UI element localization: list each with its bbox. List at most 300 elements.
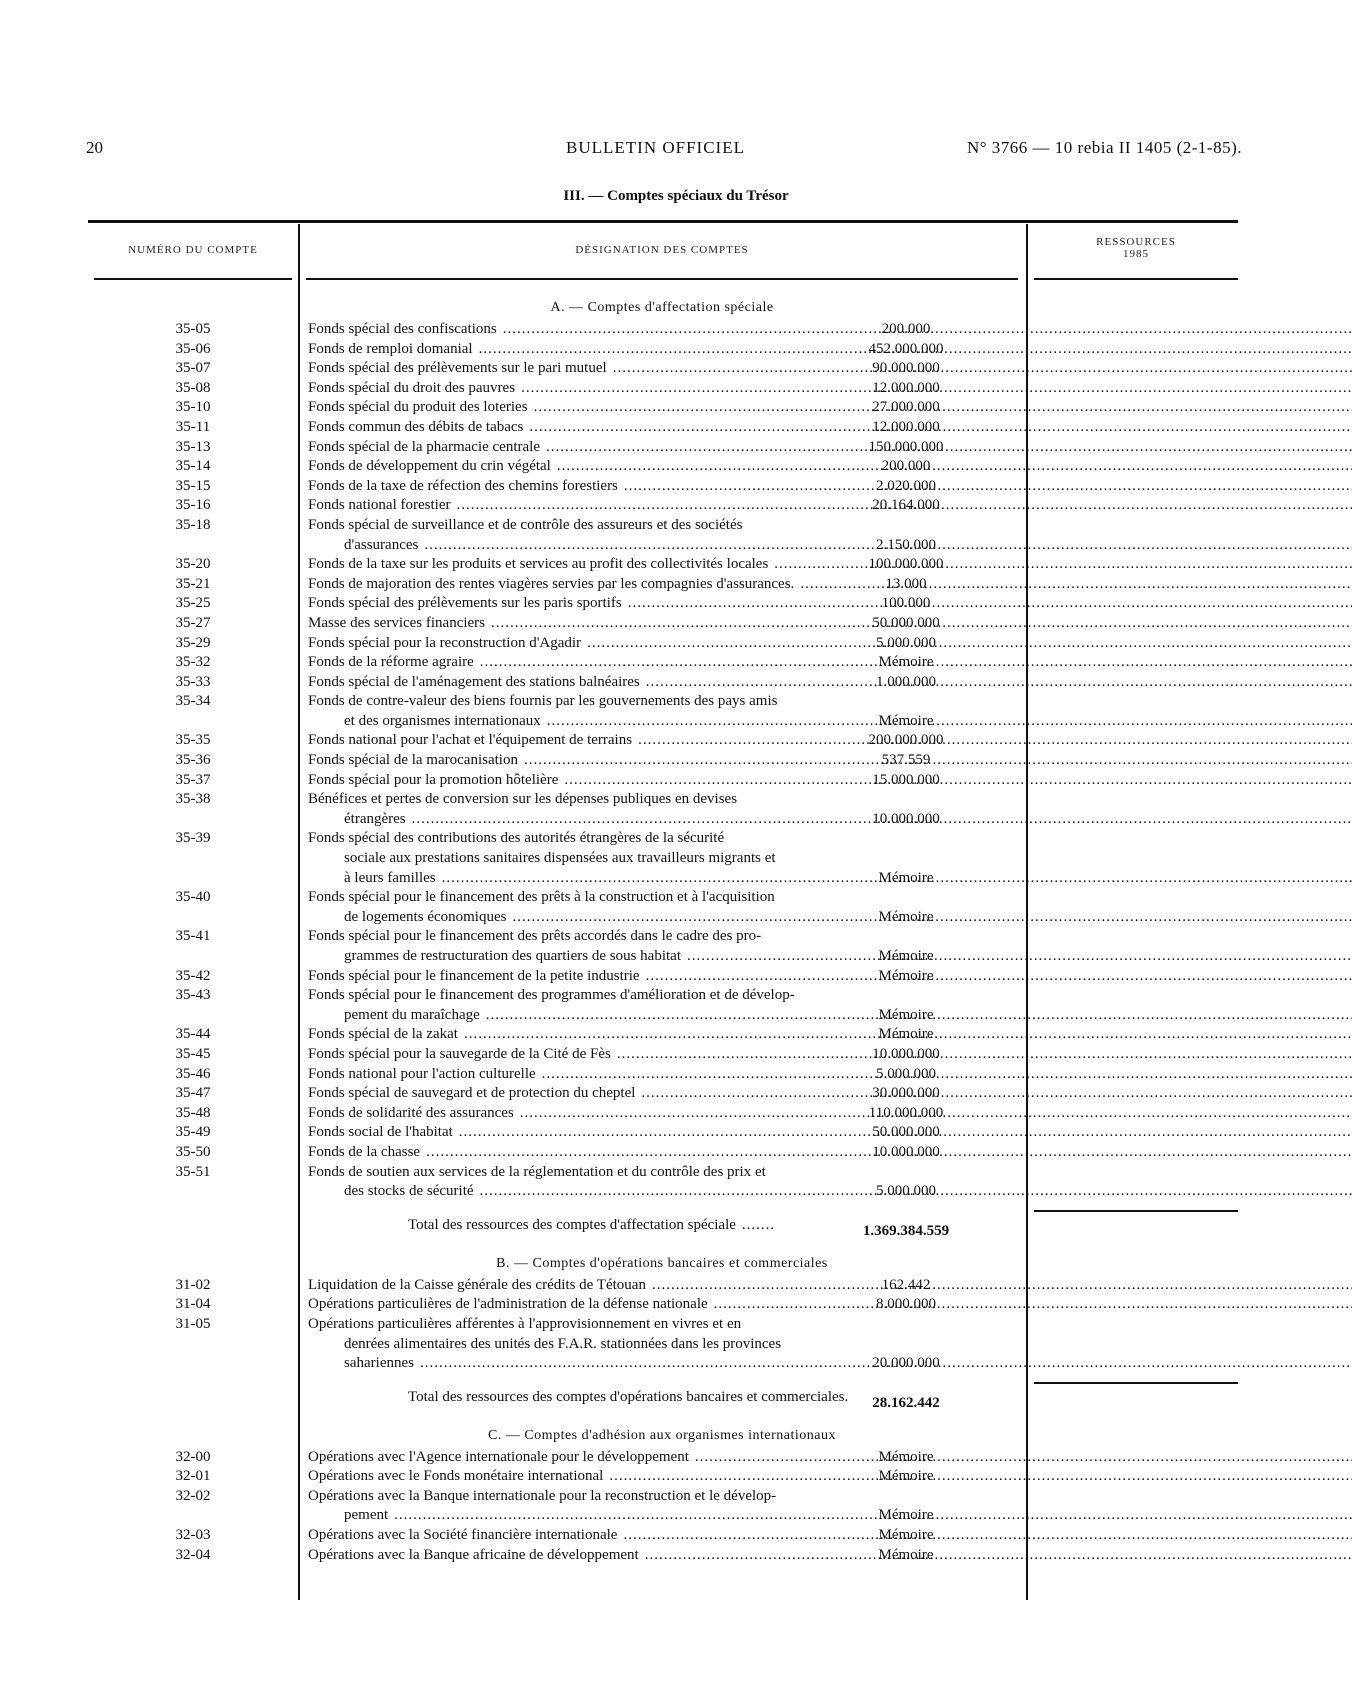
account-designation xyxy=(68,496,776,516)
total-row xyxy=(88,1388,1238,1414)
table-row xyxy=(88,398,1238,418)
account-designation xyxy=(68,1143,776,1163)
resource-amount: 5.000.000 xyxy=(876,1183,936,1200)
table-row xyxy=(88,477,1238,497)
account-designation xyxy=(68,927,776,966)
account-designation xyxy=(68,967,776,987)
section-subheading: A. — Comptes d'affectation spéciale xyxy=(550,300,774,315)
account-designation xyxy=(68,888,776,927)
table-row xyxy=(88,1084,1238,1104)
table-row xyxy=(88,829,1238,888)
designation-line xyxy=(308,1123,776,1143)
total-label: Total des ressources des comptes d'affectation spéciale xyxy=(408,1216,736,1233)
table-body xyxy=(88,296,1238,1565)
designation-line xyxy=(308,1143,776,1163)
section-title: III. — Comptes spéciaux du Trésor xyxy=(563,188,789,204)
designation-line xyxy=(308,1065,776,1085)
table-row xyxy=(88,320,1238,340)
table-row xyxy=(88,496,1238,516)
account-number: 31-04 xyxy=(175,1296,211,1313)
resource-amount: 90.000.000 xyxy=(872,360,940,377)
designation-text: d'assurances xyxy=(344,536,419,553)
account-number: 35-33 xyxy=(175,673,211,690)
designation-text: Opérations avec le Fonds monétaire international xyxy=(308,1468,604,1485)
resource-amount: Mémoire xyxy=(878,1468,934,1485)
section-subheading: B. — Comptes d'opérations bancaires et commerciales xyxy=(496,1255,828,1271)
table-row xyxy=(88,653,1238,673)
account-number: 32-01 xyxy=(175,1468,211,1485)
designation-text: Fonds de majoration des rentes viagères servies par les compagnies d'assurances. xyxy=(308,575,795,592)
column-header-designation: DÉSIGNATION DES COMPTES xyxy=(575,244,749,256)
account-number: 35-14 xyxy=(175,458,211,475)
column-header-number: NUMÉRO DU COMPTE xyxy=(128,244,258,256)
designation-text: pement xyxy=(344,1507,389,1524)
account-number: 35-39 xyxy=(175,830,211,847)
resource-amount: 30.000.000 xyxy=(872,1085,940,1102)
designation-text: Fonds spécial pour la sauvegarde de la Cité de Fès xyxy=(308,1045,611,1062)
account-number: 35-08 xyxy=(175,379,211,396)
journal-title: BULLETIN OFFICIEL xyxy=(566,138,745,157)
table-row xyxy=(88,771,1238,791)
designation-text: Fonds spécial des prélèvements sur le pari mutuel xyxy=(308,360,607,377)
account-number: 35-27 xyxy=(175,614,211,631)
designation-text: Opérations avec l'Agence internationale pour le développement xyxy=(308,1448,689,1465)
resource-amount: 15.000.000 xyxy=(872,771,940,788)
account-number: 35-51 xyxy=(175,1163,211,1180)
table-row xyxy=(88,1025,1238,1045)
table-row xyxy=(88,1295,1238,1315)
resource-amount: Mémoire xyxy=(878,1026,934,1043)
account-number: 35-18 xyxy=(175,516,211,533)
resource-amount: 27.000.000 xyxy=(872,399,940,416)
designation-text: Fonds de la taxe de réfection des chemins forestiers xyxy=(308,477,618,494)
designation-text: Opérations avec la Banque internationale pour la reconstruction et le dévelop- xyxy=(308,1487,777,1504)
account-number: 35-20 xyxy=(175,556,211,573)
designation-text: Fonds spécial de surveillance et de contrôle des assureurs et des sociétés xyxy=(308,516,743,533)
table-row xyxy=(88,516,1238,555)
designation-line xyxy=(308,438,776,458)
resource-amount: 452.000.000 xyxy=(868,340,944,357)
designation-line xyxy=(308,829,776,849)
designation-text: Bénéfices et pertes de conversion sur les dépenses publiques en devises xyxy=(308,791,738,808)
resource-amount: 100.000.000 xyxy=(868,556,944,573)
resource-amount: 13.000 xyxy=(885,575,927,592)
dot-leader xyxy=(695,1449,1352,1465)
account-number: 35-40 xyxy=(175,889,211,906)
resource-amount: 10.000.000 xyxy=(872,1045,940,1062)
account-designation xyxy=(68,340,776,360)
designation-line xyxy=(308,1182,776,1202)
account-number: 32-04 xyxy=(175,1546,211,1563)
designation-line xyxy=(308,731,776,751)
designation-line xyxy=(308,1354,776,1374)
account-designation xyxy=(68,1315,782,1374)
designation-line xyxy=(308,712,776,732)
designation-text: des stocks de sécurité xyxy=(344,1183,474,1200)
account-designation xyxy=(68,438,776,458)
account-designation xyxy=(68,1025,776,1045)
designation-line xyxy=(308,340,776,360)
designation-text: Fonds spécial pour le financement de la petite industrie xyxy=(308,967,640,984)
designation-text: Fonds national pour l'action culturelle xyxy=(308,1065,536,1082)
page-header xyxy=(86,138,1242,162)
account-number: 35-32 xyxy=(175,654,211,671)
designation-text: Opérations avec la Société financière internationale xyxy=(308,1527,618,1544)
designation-line xyxy=(308,320,776,340)
account-designation xyxy=(68,320,776,340)
resource-amount: Mémoire xyxy=(878,967,934,984)
account-number: 35-35 xyxy=(175,732,211,749)
designation-text: sociale aux prestations sanitaires dispensées aux travailleurs migrants et xyxy=(344,850,776,867)
account-number: 35-06 xyxy=(175,340,211,357)
designation-line xyxy=(308,398,776,418)
designation-text: étrangères xyxy=(344,810,406,827)
designation-line xyxy=(308,1315,776,1335)
designation-text: Fonds de la taxe sur les produits et services au profit des collectivités locales xyxy=(308,556,769,573)
header-rule xyxy=(94,278,292,280)
designation-line xyxy=(308,1506,776,1526)
designation-text: Fonds spécial pour le financement des programmes d'amélioration et de dévelop- xyxy=(308,987,795,1004)
total-rule xyxy=(1034,1382,1238,1384)
designation-line xyxy=(308,457,776,477)
account-designation xyxy=(68,634,776,654)
designation-line xyxy=(308,379,776,399)
account-number: 35-34 xyxy=(175,693,211,710)
account-number: 35-38 xyxy=(175,791,211,808)
table-row xyxy=(88,359,1238,379)
designation-line xyxy=(308,673,776,693)
designation-text: Fonds spécial de la pharmacie centrale xyxy=(308,438,540,455)
resource-amount: 150.000.000 xyxy=(868,438,944,455)
account-number: 31-02 xyxy=(175,1276,211,1293)
resource-amount: 200.000 xyxy=(881,458,931,475)
table-row xyxy=(88,692,1238,731)
total-label: Total des ressources des comptes d'opérations bancaires et commerciales. xyxy=(408,1388,849,1405)
account-designation xyxy=(68,829,776,888)
table-row xyxy=(88,555,1238,575)
resource-amount: 50.000.000 xyxy=(872,1124,940,1141)
designation-line xyxy=(308,947,776,967)
account-designation xyxy=(68,555,776,575)
designation-line xyxy=(308,927,776,947)
designation-line xyxy=(308,908,776,928)
designation-line xyxy=(308,1006,776,1026)
designation-line xyxy=(308,751,776,771)
designation-line xyxy=(308,1487,776,1507)
designation-text: Fonds national pour l'achat et l'équipement de terrains xyxy=(308,732,633,749)
account-designation xyxy=(68,1546,776,1566)
designation-text: Fonds spécial pour le financement des prêts à la construction et à l'acquisition xyxy=(308,889,775,906)
header-rule xyxy=(1034,278,1238,280)
account-number: 35-05 xyxy=(175,321,211,337)
table-row xyxy=(88,438,1238,458)
resource-amount: Mémoire xyxy=(878,1448,934,1465)
designation-text: Fonds spécial de la zakat xyxy=(308,1026,458,1043)
designation-line xyxy=(308,1448,776,1468)
designation-text: Fonds spécial des contributions des autorités étrangères de la sécurité xyxy=(308,830,725,847)
account-number: 31-05 xyxy=(175,1315,211,1332)
account-designation xyxy=(68,771,776,791)
resource-amount: Mémoire xyxy=(878,1546,934,1563)
account-number: 32-02 xyxy=(175,1487,211,1504)
table-row xyxy=(88,1448,1238,1468)
account-designation xyxy=(68,359,776,379)
designation-text: Liquidation de la Caisse générale des crédits de Tétouan xyxy=(308,1276,646,1293)
designation-line xyxy=(308,614,776,634)
dot-leader xyxy=(742,1216,776,1236)
account-designation xyxy=(68,477,776,497)
account-number: 35-47 xyxy=(175,1085,211,1102)
designation-line xyxy=(308,653,776,673)
resource-amount: 1.000.000 xyxy=(876,673,936,690)
designation-text: Fonds spécial du droit des pauvres xyxy=(308,379,516,396)
resource-amount: 8.000.000 xyxy=(876,1296,936,1313)
designation-text: Fonds social de l'habitat xyxy=(308,1124,453,1141)
table-row xyxy=(88,634,1238,654)
account-number: 35-07 xyxy=(175,360,211,377)
table-row xyxy=(88,1526,1238,1546)
resource-amount: 162.442 xyxy=(881,1276,931,1293)
resource-amount: Mémoire xyxy=(878,1006,934,1023)
resource-amount: Mémoire xyxy=(878,712,934,729)
designation-line xyxy=(308,1546,776,1566)
designation-line xyxy=(308,1104,776,1124)
table-row xyxy=(88,418,1238,438)
resource-amount: 100.000 xyxy=(881,595,931,612)
resource-amount: 537.559 xyxy=(881,752,931,769)
account-designation xyxy=(68,418,776,438)
account-designation xyxy=(68,1276,776,1296)
table-row xyxy=(88,379,1238,399)
designation-line xyxy=(308,849,776,869)
table-row xyxy=(88,1276,1238,1296)
account-number: 35-29 xyxy=(175,634,211,651)
account-number: 35-46 xyxy=(175,1065,211,1082)
dot-leader xyxy=(687,948,1352,964)
account-designation xyxy=(68,1487,776,1526)
column-header-resources-label: RESSOURCES xyxy=(1096,236,1176,248)
total-rule xyxy=(1034,1210,1238,1212)
resource-amount: 200.000 xyxy=(881,321,931,337)
account-designation xyxy=(68,751,776,771)
account-designation xyxy=(68,594,776,614)
total-designation xyxy=(68,1388,849,1414)
designation-line xyxy=(308,536,776,556)
designation-line xyxy=(308,1276,776,1296)
table-row xyxy=(88,614,1238,634)
resource-amount: 12.000.000 xyxy=(872,379,940,396)
designation-line xyxy=(308,418,776,438)
total-amount: 1.369.384.559 xyxy=(862,1223,950,1240)
account-number: 35-50 xyxy=(175,1143,211,1160)
table-row xyxy=(88,1546,1238,1566)
designation-text: Masse des services financiers xyxy=(308,614,486,631)
table-row xyxy=(88,986,1238,1025)
account-designation xyxy=(68,379,776,399)
account-designation xyxy=(68,1448,776,1468)
account-number: 35-49 xyxy=(175,1124,211,1141)
designation-text: Fonds de solidarité des assurances xyxy=(308,1104,514,1121)
account-designation xyxy=(68,457,776,477)
account-number: 35-44 xyxy=(175,1026,211,1043)
table-row xyxy=(88,927,1238,966)
designation-line xyxy=(308,555,776,575)
spacer xyxy=(88,1414,1238,1424)
table-row xyxy=(88,1467,1238,1487)
designation-line xyxy=(308,496,776,516)
designation-text: Fonds spécial du produit des loteries xyxy=(308,399,528,416)
designation-line xyxy=(308,692,776,712)
designation-text: sahariennes xyxy=(344,1355,414,1372)
resource-amount: 10.000.000 xyxy=(872,810,940,827)
account-designation xyxy=(68,986,795,1025)
section-subheading: C. — Comptes d'adhésion aux organismes internationaux xyxy=(488,1427,836,1443)
table-row xyxy=(88,888,1238,927)
designation-text: denrées alimentaires des unités des F.A.R. stationnées dans les provinces xyxy=(344,1335,782,1352)
account-designation xyxy=(68,1065,776,1085)
account-designation xyxy=(68,653,776,673)
table-row xyxy=(88,1163,1238,1202)
resource-amount: 2.020.000 xyxy=(876,477,936,494)
account-number: 35-41 xyxy=(175,928,211,945)
account-designation xyxy=(68,1526,776,1546)
table-row xyxy=(88,790,1238,829)
table-row xyxy=(88,1487,1238,1526)
designation-text: Fonds de la chasse xyxy=(308,1143,421,1160)
resource-amount: Mémoire xyxy=(878,654,934,671)
designation-line xyxy=(308,1335,782,1355)
designation-text: Fonds commun des débits de tabacs xyxy=(308,418,524,435)
table-row xyxy=(88,457,1238,477)
account-designation xyxy=(68,1045,776,1065)
designation-text: Fonds spécial des confiscations xyxy=(308,321,497,337)
designation-line xyxy=(308,888,776,908)
table-row xyxy=(88,673,1238,693)
designation-line xyxy=(308,790,776,810)
resource-amount: 20.164.000 xyxy=(872,497,940,514)
account-number: 35-43 xyxy=(175,987,211,1004)
resource-amount: 2.150.000 xyxy=(876,536,936,553)
resource-amount: 50.000.000 xyxy=(872,614,940,631)
account-designation xyxy=(68,614,776,634)
designation-text: Fonds de la réforme agraire xyxy=(308,654,474,671)
header-rule xyxy=(306,278,1018,280)
designation-line xyxy=(308,967,776,987)
account-number: 35-11 xyxy=(175,418,211,435)
designation-text: grammes de restructuration des quartiers de sous habitat xyxy=(344,948,681,964)
designation-line xyxy=(308,1467,776,1487)
spacer xyxy=(88,1242,1238,1252)
resource-amount: 12.000.000 xyxy=(872,418,940,435)
designation-text: Fonds spécial pour la reconstruction d'Agadir xyxy=(308,634,582,651)
designation-text: Fonds spécial pour la promotion hôtelière xyxy=(308,771,559,788)
account-number: 35-36 xyxy=(175,752,211,769)
account-number: 35-42 xyxy=(175,967,211,984)
issue-reference: N° 3766 — 10 rebia II 1405 (2-1-85). xyxy=(966,138,1242,157)
designation-line xyxy=(308,1526,776,1546)
account-number: 35-21 xyxy=(175,575,211,592)
resource-amount: Mémoire xyxy=(878,869,934,886)
designation-text: et des organismes internationaux xyxy=(344,712,541,729)
accounts-table xyxy=(88,220,1238,1600)
account-designation xyxy=(68,1467,776,1487)
designation-text: Fonds spécial de la marocanisation xyxy=(308,752,518,769)
account-designation xyxy=(68,790,776,829)
account-number: 35-16 xyxy=(175,497,211,514)
designation-line xyxy=(308,1084,776,1104)
table-row xyxy=(88,967,1238,987)
designation-line xyxy=(308,1045,776,1065)
column-header-resources xyxy=(1034,236,1238,260)
account-designation xyxy=(68,398,776,418)
resource-amount: Mémoire xyxy=(878,948,934,964)
designation-text: Fonds spécial pour le financement des prêts accordés dans le cadre des pro- xyxy=(308,928,762,945)
resource-amount: 5.000.000 xyxy=(876,634,936,651)
account-designation xyxy=(68,575,795,595)
table-row xyxy=(88,594,1238,614)
resource-amount: Mémoire xyxy=(878,908,934,925)
account-number: 35-15 xyxy=(175,477,211,494)
resource-amount: Mémoire xyxy=(878,1527,934,1544)
designation-text: pement du maraîchage xyxy=(344,1006,480,1023)
account-number: 35-13 xyxy=(175,438,211,455)
designation-text: Fonds de contre-valeur des biens fournis par les gouvernements des pays amis xyxy=(308,693,778,710)
account-designation xyxy=(68,1104,776,1124)
table-row xyxy=(88,575,1238,595)
account-number: 35-45 xyxy=(175,1045,211,1062)
table-row xyxy=(88,1045,1238,1065)
resource-amount: 5.000.000 xyxy=(876,1065,936,1082)
designation-line xyxy=(308,810,776,830)
designation-line xyxy=(308,477,776,497)
designation-line xyxy=(308,516,776,536)
designation-text: Fonds de soutien aux services de la réglementation et du contrôle des prix et xyxy=(308,1163,766,1180)
account-number: 35-10 xyxy=(175,399,211,416)
resource-amount: 20.000.000 xyxy=(872,1355,940,1372)
account-number: 35-37 xyxy=(175,771,211,788)
designation-text: Fonds de développement du crin végétal xyxy=(308,458,551,475)
table-row xyxy=(88,1123,1238,1143)
account-number: 35-25 xyxy=(175,595,211,612)
account-designation xyxy=(68,1295,776,1315)
designation-text: à leurs familles xyxy=(344,869,436,886)
designation-line xyxy=(308,771,776,791)
account-number: 32-03 xyxy=(175,1527,211,1544)
account-designation xyxy=(68,516,776,555)
resource-amount: 200.000.000 xyxy=(868,732,944,749)
designation-line xyxy=(308,1295,776,1315)
designation-line xyxy=(308,575,795,595)
designation-line xyxy=(308,359,776,379)
account-designation xyxy=(68,1084,776,1104)
designation-line xyxy=(308,1163,776,1183)
account-designation xyxy=(68,673,776,693)
account-designation xyxy=(68,1163,776,1202)
table-row xyxy=(88,1065,1238,1085)
account-designation xyxy=(68,692,776,731)
designation-text: de logements économiques xyxy=(344,908,507,925)
table-row xyxy=(88,731,1238,751)
resource-amount: Mémoire xyxy=(878,1507,934,1524)
account-number: 35-48 xyxy=(175,1104,211,1121)
designation-text: Opérations particulières afférentes à l'approvisionnement en vivres et en xyxy=(308,1315,742,1332)
column-header-resources-year: 1985 xyxy=(1123,248,1149,260)
designation-text: Fonds spécial de l'aménagement des stations balnéaires xyxy=(308,673,640,690)
total-line xyxy=(408,1388,849,1408)
page-number: 20 xyxy=(86,138,103,157)
resource-amount: 10.000.000 xyxy=(872,1143,940,1160)
designation-line xyxy=(308,869,776,889)
